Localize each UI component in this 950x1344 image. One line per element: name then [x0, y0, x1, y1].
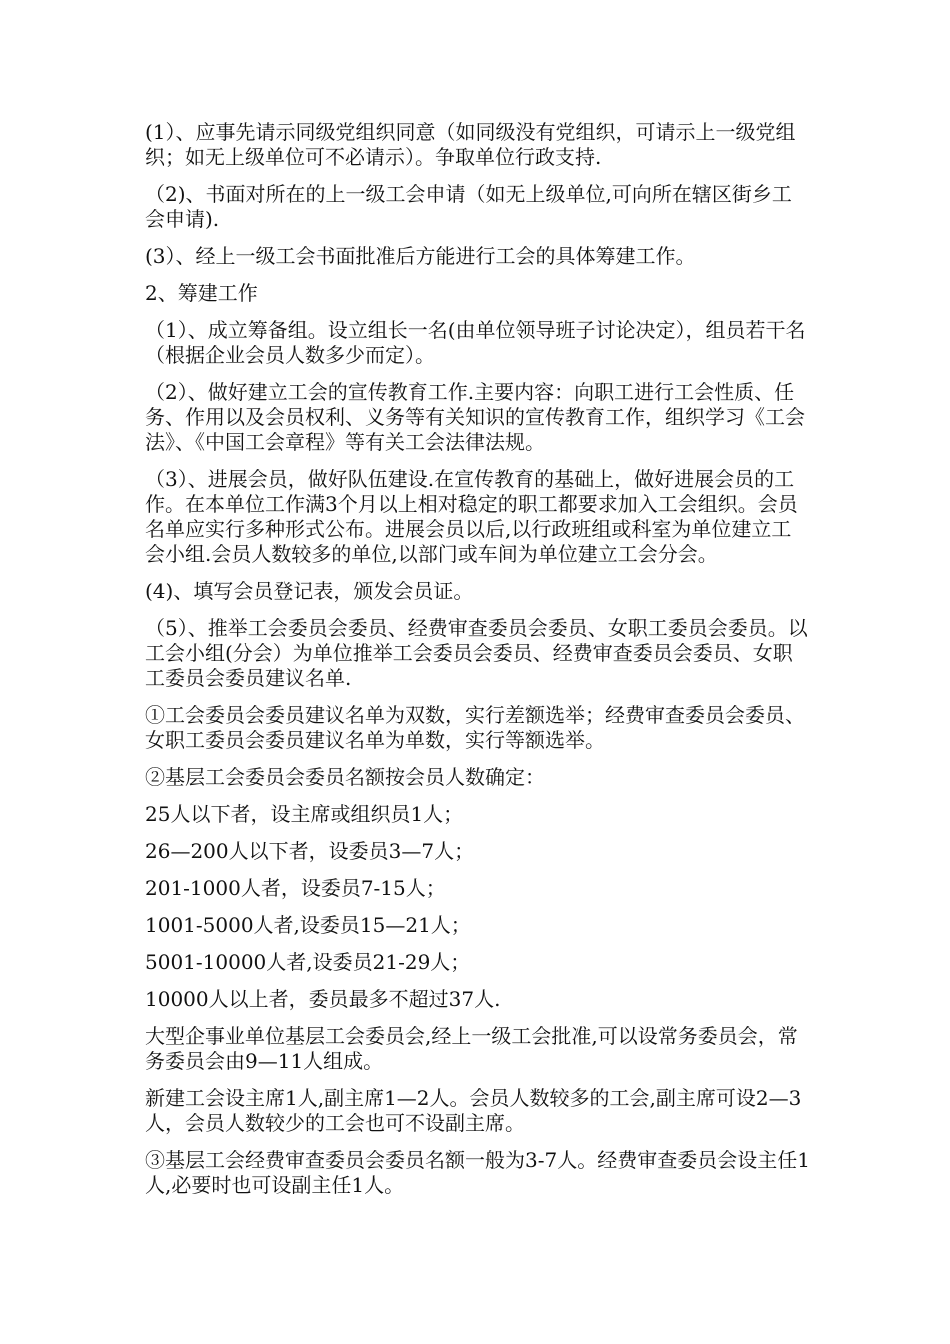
paragraph-8: (4)、填写会员登记表，颁发会员证。: [145, 579, 474, 603]
paragraph-3: (3）、经上一级工会书面批准后方能进行工会的具体筹建工作。: [145, 244, 696, 268]
paragraph-6: （2）、做好建立工会的宣传教育工作.主要内容：向职工进行工会性质、任务、作用以及会员权利、义务等有关知识的宣传教育工作，组织学习《工会法》、《中国工会章程》等有关工会法律法规。: [145, 380, 805, 454]
paragraph-13: 26—200人以下者，设委员3—7人；: [145, 839, 475, 863]
paragraph-7: （3）、进展会员，做好队伍建设.在宣传教育的基础上，做好进展会员的工作。在本单位工作满3个月以上相对稳定的职工都要求加入工会组织。会员名单应实行多种形式公布。进展会员以后,以行政班组或科室为单位建立工会小组.会员人数较多的单位,以部门或车间为单位建立工会分会。: [145, 467, 798, 566]
paragraph-14: 201-1000人者，设委员7-15人；: [145, 876, 446, 900]
paragraph-1: (1）、应事先请示同级党组织同意（如同级没有党组织，可请示上一级党组织；如无上级单位可不必请示）。争取单位行政支持.: [145, 120, 796, 169]
paragraph-20: ③基层工会经费审查委员会委员名额一般为3-7人。经费审查委员会设主任1人,必要时也可设副主任1人。: [145, 1148, 810, 1197]
paragraph-16: 5001-10000人者,设委员21-29人；: [145, 950, 471, 974]
paragraph-11: ②基层工会委员会委员名额按会员人数确定：: [145, 765, 545, 789]
paragraph-2: （2)、书面对所在的上一级工会申请（如无上级单位,可向所在辖区街乡工会申请).: [145, 182, 792, 231]
paragraph-12: 25人以下者，设主席或组织员1人；: [145, 802, 464, 826]
paragraph-17: 10000人以上者，委员最多不超过37人.: [145, 987, 501, 1011]
paragraph-10: ①工会委员会委员建议名单为双数，实行差额选举；经费审查委员会委员、女职工委员会委员建议名单为单数，实行等额选举。: [145, 703, 805, 752]
paragraph-9: （5）、推举工会委员会委员、经费审查委员会委员、女职工委员会委员。以工会小组(分会）为单位推举工会委员会委员、经费审查委员会委员、女职工委员会委员建议名单.: [145, 616, 808, 690]
paragraph-19: 新建工会设主席1人,副主席1—2人。会员人数较多的工会,副主席可设2—3人，会员人数较少的工会也可不设副主席。: [145, 1086, 802, 1135]
document-body: [145, 120, 810, 1210]
paragraph-18: 大型企事业单位基层工会委员会,经上一级工会批准,可以设常务委员会，常务委员会由9—11人组成。: [145, 1024, 798, 1073]
section-heading: 2、筹建工作: [145, 281, 258, 305]
paragraph-5: （1）、成立筹备组。设立组长一名(由单位领导班子讨论决定），组员若干名（根据企业会员人数多少而定）。: [145, 318, 806, 367]
paragraph-15: 1001-5000人者,设委员15—21人；: [145, 913, 471, 937]
